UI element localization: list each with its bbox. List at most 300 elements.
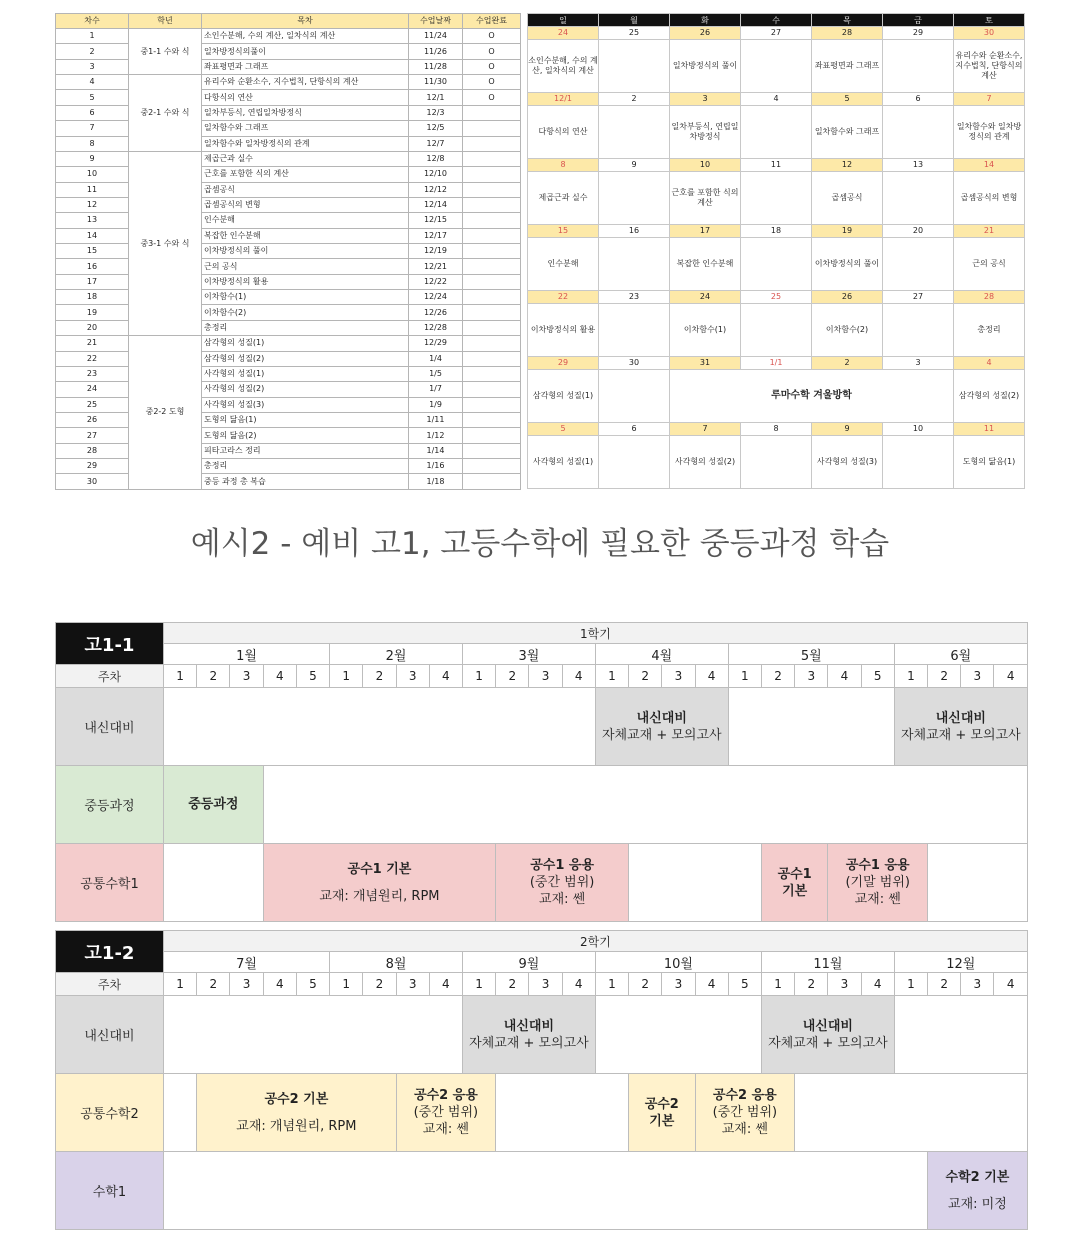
calendar-content-row [528, 370, 1025, 423]
lesson-row [56, 75, 521, 90]
semester2-math1-row [56, 1152, 1028, 1230]
weekday-thu: 목 [812, 14, 883, 27]
calendar-lesson: 제곱근과 실수 [528, 172, 599, 225]
block-title: 중등과정 [188, 797, 239, 812]
lesson-topic: 다항식의 연산 [202, 90, 409, 105]
semester1-naesin-row [56, 688, 1028, 766]
lesson-row [56, 428, 521, 443]
calendar-date-row [528, 27, 1025, 40]
lesson-done [463, 443, 521, 458]
lesson-date: 12/10 [409, 167, 463, 182]
calendar-lesson: 사각형의 성질(2) [670, 436, 741, 489]
lesson-date: 1/14 [409, 443, 463, 458]
row-label-common2: 공통수학2 [56, 1074, 164, 1152]
week-number: 2 [197, 665, 230, 688]
week-number: 1 [728, 665, 761, 688]
lesson-done [463, 474, 521, 489]
lesson-topic: 제곱근과 실수 [202, 151, 409, 166]
calendar-date: 30 [954, 27, 1025, 40]
lesson-row [56, 351, 521, 366]
week-number: 1 [330, 665, 363, 688]
lesson-done [463, 197, 521, 212]
block-title: 내신대비 [802, 1018, 853, 1034]
week-number: 2 [795, 973, 828, 996]
block-sub: 교재: 쎈 [422, 1122, 469, 1137]
lesson-row [56, 29, 521, 44]
week-number: 3 [396, 973, 429, 996]
lesson-done [463, 136, 521, 151]
empty-cells [164, 1074, 197, 1152]
week-number: 3 [396, 665, 429, 688]
lesson-done [463, 336, 521, 351]
calendar-weekday-header [528, 14, 1025, 27]
month-cell: 6월 [894, 644, 1027, 665]
calendar-date: 3 [883, 357, 954, 370]
calendar-lesson: 유리수와 순환소수, 지수법칙, 단항식의 계산 [954, 40, 1025, 93]
naesin-block-midterm [595, 688, 728, 766]
lesson-date: 12/15 [409, 213, 463, 228]
semester2-naesin-row [56, 996, 1028, 1074]
common1-apply-final-block [828, 844, 928, 922]
week-number: 3 [961, 973, 994, 996]
lesson-done [463, 105, 521, 120]
week-number: 3 [795, 665, 828, 688]
calendar-date: 25 [599, 27, 670, 40]
block-title: 공수2 기본 [264, 1091, 329, 1107]
lesson-topic: 곱셈공식의 변형 [202, 197, 409, 212]
lesson-date: 12/3 [409, 105, 463, 120]
lesson-topic: 곱셈공식 [202, 182, 409, 197]
col-grade: 학년 [129, 14, 202, 29]
empty-cells [728, 688, 894, 766]
weekday-tue: 화 [670, 14, 741, 27]
week-number: 1 [595, 973, 628, 996]
calendar-lesson [883, 106, 954, 159]
calendar-lesson [883, 238, 954, 291]
lesson-row [56, 197, 521, 212]
weekday-sat: 토 [954, 14, 1025, 27]
lesson-no: 13 [56, 213, 129, 228]
lesson-no: 16 [56, 259, 129, 274]
empty-cells [595, 996, 761, 1074]
block-sub: 교재: 개념원리, RPM [319, 888, 440, 904]
lesson-done [463, 412, 521, 427]
lesson-topic: 인수분해 [202, 213, 409, 228]
block-title: 기본 [649, 1113, 675, 1129]
month-cell: 12월 [894, 952, 1027, 973]
lesson-topic: 근의 공식 [202, 259, 409, 274]
calendar-lesson [883, 40, 954, 93]
lesson-row [56, 397, 521, 412]
lesson-no: 23 [56, 366, 129, 381]
lesson-date: 11/26 [409, 44, 463, 59]
block-title: 공수2 응용 [413, 1088, 478, 1103]
lesson-no: 5 [56, 90, 129, 105]
week-number: 4 [429, 665, 462, 688]
week-number: 2 [496, 665, 529, 688]
lesson-topic: 사각형의 성질(1) [202, 366, 409, 381]
lesson-topic: 이차함수(2) [202, 305, 409, 320]
semester1-schedule [55, 622, 1028, 922]
lesson-date: 12/22 [409, 274, 463, 289]
row-label-math1: 수학1 [56, 1152, 164, 1230]
lesson-date: 1/7 [409, 382, 463, 397]
common1-basic-block [263, 844, 496, 922]
lesson-topic: 일차부등식, 연립일차방정식 [202, 105, 409, 120]
lesson-no: 11 [56, 182, 129, 197]
calendar-lesson: 삼각형의 성질(1) [528, 370, 599, 423]
naesin-block-final [894, 688, 1027, 766]
empty-cells [164, 688, 596, 766]
calendar-date: 4 [741, 93, 812, 106]
empty-cells [795, 1074, 1028, 1152]
calendar-lesson [741, 172, 812, 225]
lesson-row [56, 259, 521, 274]
calendar-date: 6 [883, 93, 954, 106]
lesson-done [463, 213, 521, 228]
week-number: 1 [894, 665, 927, 688]
calendar-date-row [528, 291, 1025, 304]
lesson-no: 28 [56, 443, 129, 458]
week-number: 3 [230, 665, 263, 688]
calendar-content-row [528, 238, 1025, 291]
col-date: 수업날짜 [409, 14, 463, 29]
month-cell: 5월 [728, 644, 894, 665]
week-label: 주차 [56, 973, 164, 996]
lesson-no: 18 [56, 290, 129, 305]
semester2-label: 2학기 [164, 931, 1028, 952]
calendar-date: 1/1 [741, 357, 812, 370]
semester1-label: 1학기 [164, 623, 1028, 644]
calendar-date: 8 [741, 423, 812, 436]
lesson-date: 1/18 [409, 474, 463, 489]
calendar-date-row [528, 159, 1025, 172]
lesson-date: 1/11 [409, 412, 463, 427]
block-range: (중간 범위) [712, 1105, 778, 1120]
lesson-no: 19 [56, 305, 129, 320]
lesson-no: 1 [56, 29, 129, 44]
calendar-date: 26 [670, 27, 741, 40]
calendar-date: 9 [599, 159, 670, 172]
calendar-lesson [883, 304, 954, 357]
calendar-date: 19 [812, 225, 883, 238]
calendar-date-row [528, 357, 1025, 370]
lesson-row [56, 274, 521, 289]
calendar-date: 6 [599, 423, 670, 436]
week-number: 4 [828, 665, 861, 688]
lesson-date: 12/14 [409, 197, 463, 212]
empty-cells [164, 996, 463, 1074]
empty-cells [164, 844, 264, 922]
lesson-topic: 좌표평면과 그래프 [202, 59, 409, 74]
lesson-done [463, 121, 521, 136]
calendar-date: 30 [599, 357, 670, 370]
block-title: 내신대비 [503, 1018, 555, 1034]
calendar-lesson: 근호를 포함한 식의 계산 [670, 172, 741, 225]
lesson-done [463, 228, 521, 243]
calendar-lesson [883, 436, 954, 489]
lesson-no: 29 [56, 459, 129, 474]
lesson-row [56, 474, 521, 489]
lesson-date: 12/28 [409, 320, 463, 335]
week-number: 2 [629, 973, 662, 996]
block-title: 공수1 응용 [530, 858, 595, 873]
semester2-common2-row [56, 1074, 1028, 1152]
lesson-topic: 복잡한 인수분해 [202, 228, 409, 243]
calendar-date: 10 [670, 159, 741, 172]
week-number: 4 [562, 973, 595, 996]
lesson-no: 10 [56, 167, 129, 182]
calendar-lesson [599, 304, 670, 357]
week-number: 1 [462, 973, 495, 996]
block-title: 공수1 응용 [845, 858, 910, 873]
week-number: 3 [529, 973, 562, 996]
calendar-lesson: 삼각형의 성질(2) [954, 370, 1025, 423]
lesson-grade: 중2-2 도형 [129, 336, 202, 490]
naesin-block-final [761, 996, 894, 1074]
calendar-content-row [528, 40, 1025, 93]
lesson-row [56, 305, 521, 320]
lesson-done [463, 151, 521, 166]
week-number: 1 [761, 973, 794, 996]
lesson-row [56, 59, 521, 74]
weekday-wed: 수 [741, 14, 812, 27]
example-caption: 예시2 - 예비 고1, 고등수학에 필요한 중등과정 학습 [190, 526, 890, 562]
lesson-done [463, 182, 521, 197]
lesson-row [56, 459, 521, 474]
block-title: 공수1 기본 [347, 861, 412, 877]
block-sub: 교재: 미정 [948, 1196, 1007, 1212]
week-number: 5 [296, 973, 329, 996]
lesson-row [56, 412, 521, 427]
week-number: 2 [928, 973, 961, 996]
lesson-no: 7 [56, 121, 129, 136]
winter-vacation-label: 루마수학 겨울방학 [670, 370, 954, 423]
common2-basic-block [197, 1074, 396, 1152]
month-cell: 10월 [595, 952, 761, 973]
lesson-no: 14 [56, 228, 129, 243]
empty-cells [894, 996, 1027, 1074]
weekday-sun: 일 [528, 14, 599, 27]
lesson-row [56, 182, 521, 197]
lesson-done [463, 397, 521, 412]
week-number: 1 [164, 973, 197, 996]
week-number: 5 [728, 973, 761, 996]
calendar-lesson: 총정리 [954, 304, 1025, 357]
lesson-date: 12/1 [409, 90, 463, 105]
calendar-body [528, 27, 1025, 489]
calendar-date: 25 [741, 291, 812, 304]
semester2-month-row [56, 952, 1028, 973]
semester1-common1-row [56, 844, 1028, 922]
week-number: 5 [296, 665, 329, 688]
calendar-date: 2 [812, 357, 883, 370]
lesson-topic: 유리수와 순환소수, 지수법칙, 단항식의 계산 [202, 75, 409, 90]
lesson-grade: 중1-1 수와 식 [129, 29, 202, 75]
lesson-done [463, 366, 521, 381]
lesson-no: 21 [56, 336, 129, 351]
lesson-done: O [463, 44, 521, 59]
month-cell: 9월 [462, 952, 595, 973]
lesson-done [463, 274, 521, 289]
calendar-lesson: 이차함수(1) [670, 304, 741, 357]
lesson-topic: 도형의 닮음(1) [202, 412, 409, 427]
lesson-no: 25 [56, 397, 129, 412]
calendar-date: 27 [883, 291, 954, 304]
calendar-date-row [528, 423, 1025, 436]
calendar-lesson [741, 106, 812, 159]
lesson-row [56, 213, 521, 228]
lesson-done: O [463, 75, 521, 90]
lesson-row [56, 244, 521, 259]
lesson-row [56, 228, 521, 243]
block-sub: 교재: 개념원리, RPM [236, 1118, 357, 1134]
row-label-middle: 중등과정 [56, 766, 164, 844]
lesson-done: O [463, 90, 521, 105]
lesson-topic: 피타고라스 정리 [202, 443, 409, 458]
lesson-topic: 이차방정식의 활용 [202, 274, 409, 289]
block-title: 공수2 응용 [712, 1088, 777, 1103]
week-number: 1 [462, 665, 495, 688]
block-sub: 자체교재 + 모의고사 [901, 727, 1021, 743]
row-label-common1: 공통수학1 [56, 844, 164, 922]
semester2-schedule [55, 930, 1028, 1230]
calendar-date: 21 [954, 225, 1025, 238]
calendar-date: 17 [670, 225, 741, 238]
week-number: 3 [529, 665, 562, 688]
calendar-date: 2 [599, 93, 670, 106]
lesson-done [463, 290, 521, 305]
semester1-month-row [56, 644, 1028, 665]
row-label-naesin: 내신대비 [56, 996, 164, 1074]
common2-apply-block-2 [695, 1074, 795, 1152]
calendar-lesson: 곱셈공식의 변형 [954, 172, 1025, 225]
lesson-no: 6 [56, 105, 129, 120]
empty-cells [496, 1074, 629, 1152]
lesson-date: 11/28 [409, 59, 463, 74]
lesson-row [56, 336, 521, 351]
block-title: 기본 [782, 883, 808, 899]
block-title: 공수2 [644, 1096, 679, 1112]
calendar-date: 24 [670, 291, 741, 304]
calendar-lesson: 이차방정식의 활용 [528, 304, 599, 357]
common1-apply-midterm-block [496, 844, 629, 922]
week-number: 4 [263, 973, 296, 996]
lesson-topic: 일차방정식의풀이 [202, 44, 409, 59]
calendar-date: 12/1 [528, 93, 599, 106]
semester2-header-row [56, 931, 1028, 952]
calendar-date: 10 [883, 423, 954, 436]
lesson-topic: 사각형의 성질(3) [202, 397, 409, 412]
lesson-no: 22 [56, 351, 129, 366]
lesson-topic: 일차함수와 일차방정식의 관계 [202, 136, 409, 151]
calendar-date: 8 [528, 159, 599, 172]
calendar-date: 31 [670, 357, 741, 370]
week-number: 2 [197, 973, 230, 996]
block-sub: 자체교재 + 모의고사 [601, 727, 722, 743]
empty-cells [928, 844, 1028, 922]
calendar-date: 28 [954, 291, 1025, 304]
common1-basic2-block [761, 844, 827, 922]
empty-cells [263, 766, 1027, 844]
calendar-lesson: 사각형의 성질(3) [812, 436, 883, 489]
calendar-lesson [883, 172, 954, 225]
week-number: 2 [928, 665, 961, 688]
lesson-no: 27 [56, 428, 129, 443]
week-number: 2 [629, 665, 662, 688]
block-title: 내신대비 [636, 710, 687, 726]
common2-basic2-block [629, 1074, 695, 1152]
calendar-date: 13 [883, 159, 954, 172]
calendar-lesson [599, 172, 670, 225]
calendar-lesson: 복잡한 인수분해 [670, 238, 741, 291]
calendar-date: 7 [954, 93, 1025, 106]
calendar-date: 16 [599, 225, 670, 238]
week-number: 2 [761, 665, 794, 688]
calendar-content-row [528, 436, 1025, 489]
lesson-date: 12/8 [409, 151, 463, 166]
week-number: 2 [363, 973, 396, 996]
lesson-row [56, 151, 521, 166]
lesson-topic: 삼각형의 성질(1) [202, 336, 409, 351]
calendar-lesson: 이차함수(2) [812, 304, 883, 357]
weekday-fri: 금 [883, 14, 954, 27]
empty-cells [629, 844, 762, 922]
lesson-no: 24 [56, 382, 129, 397]
lesson-date: 1/4 [409, 351, 463, 366]
lesson-done [463, 459, 521, 474]
calendar-date: 26 [812, 291, 883, 304]
week-number: 4 [695, 973, 728, 996]
lesson-topic: 일차함수와 그래프 [202, 121, 409, 136]
lesson-row [56, 121, 521, 136]
lesson-date: 1/9 [409, 397, 463, 412]
lesson-row [56, 167, 521, 182]
semester1-title: 고1-1 [56, 623, 164, 665]
naesin-block-midterm [462, 996, 595, 1074]
calendar-empty [599, 370, 670, 423]
block-sub: 자체교재 + 모의고사 [768, 1035, 888, 1051]
calendar-date: 29 [528, 357, 599, 370]
lesson-no: 26 [56, 412, 129, 427]
semester1-week-row [56, 665, 1028, 688]
lesson-row [56, 366, 521, 381]
week-number: 3 [828, 973, 861, 996]
block-sub: 교재: 쎈 [539, 892, 586, 907]
calendar-date: 12 [812, 159, 883, 172]
math2-basic-block [928, 1152, 1028, 1230]
week-number: 4 [994, 973, 1027, 996]
calendar-date: 29 [883, 27, 954, 40]
week-number: 1 [595, 665, 628, 688]
lesson-date: 12/12 [409, 182, 463, 197]
lesson-no: 12 [56, 197, 129, 212]
lesson-row [56, 90, 521, 105]
lesson-grade: 중3-1 수와 식 [129, 151, 202, 335]
lesson-date: 12/24 [409, 290, 463, 305]
col-no: 차수 [56, 14, 129, 29]
semester1-middle-row [56, 766, 1028, 844]
calendar-lesson: 소인수분해, 수의 계산, 일차식의 계산 [528, 40, 599, 93]
week-number: 4 [263, 665, 296, 688]
week-number: 3 [230, 973, 263, 996]
calendar-date: 23 [599, 291, 670, 304]
block-sub: 교재: 쎈 [854, 892, 901, 907]
lesson-row [56, 44, 521, 59]
lesson-no: 20 [56, 320, 129, 335]
calendar-date-row [528, 225, 1025, 238]
lesson-date: 11/30 [409, 75, 463, 90]
